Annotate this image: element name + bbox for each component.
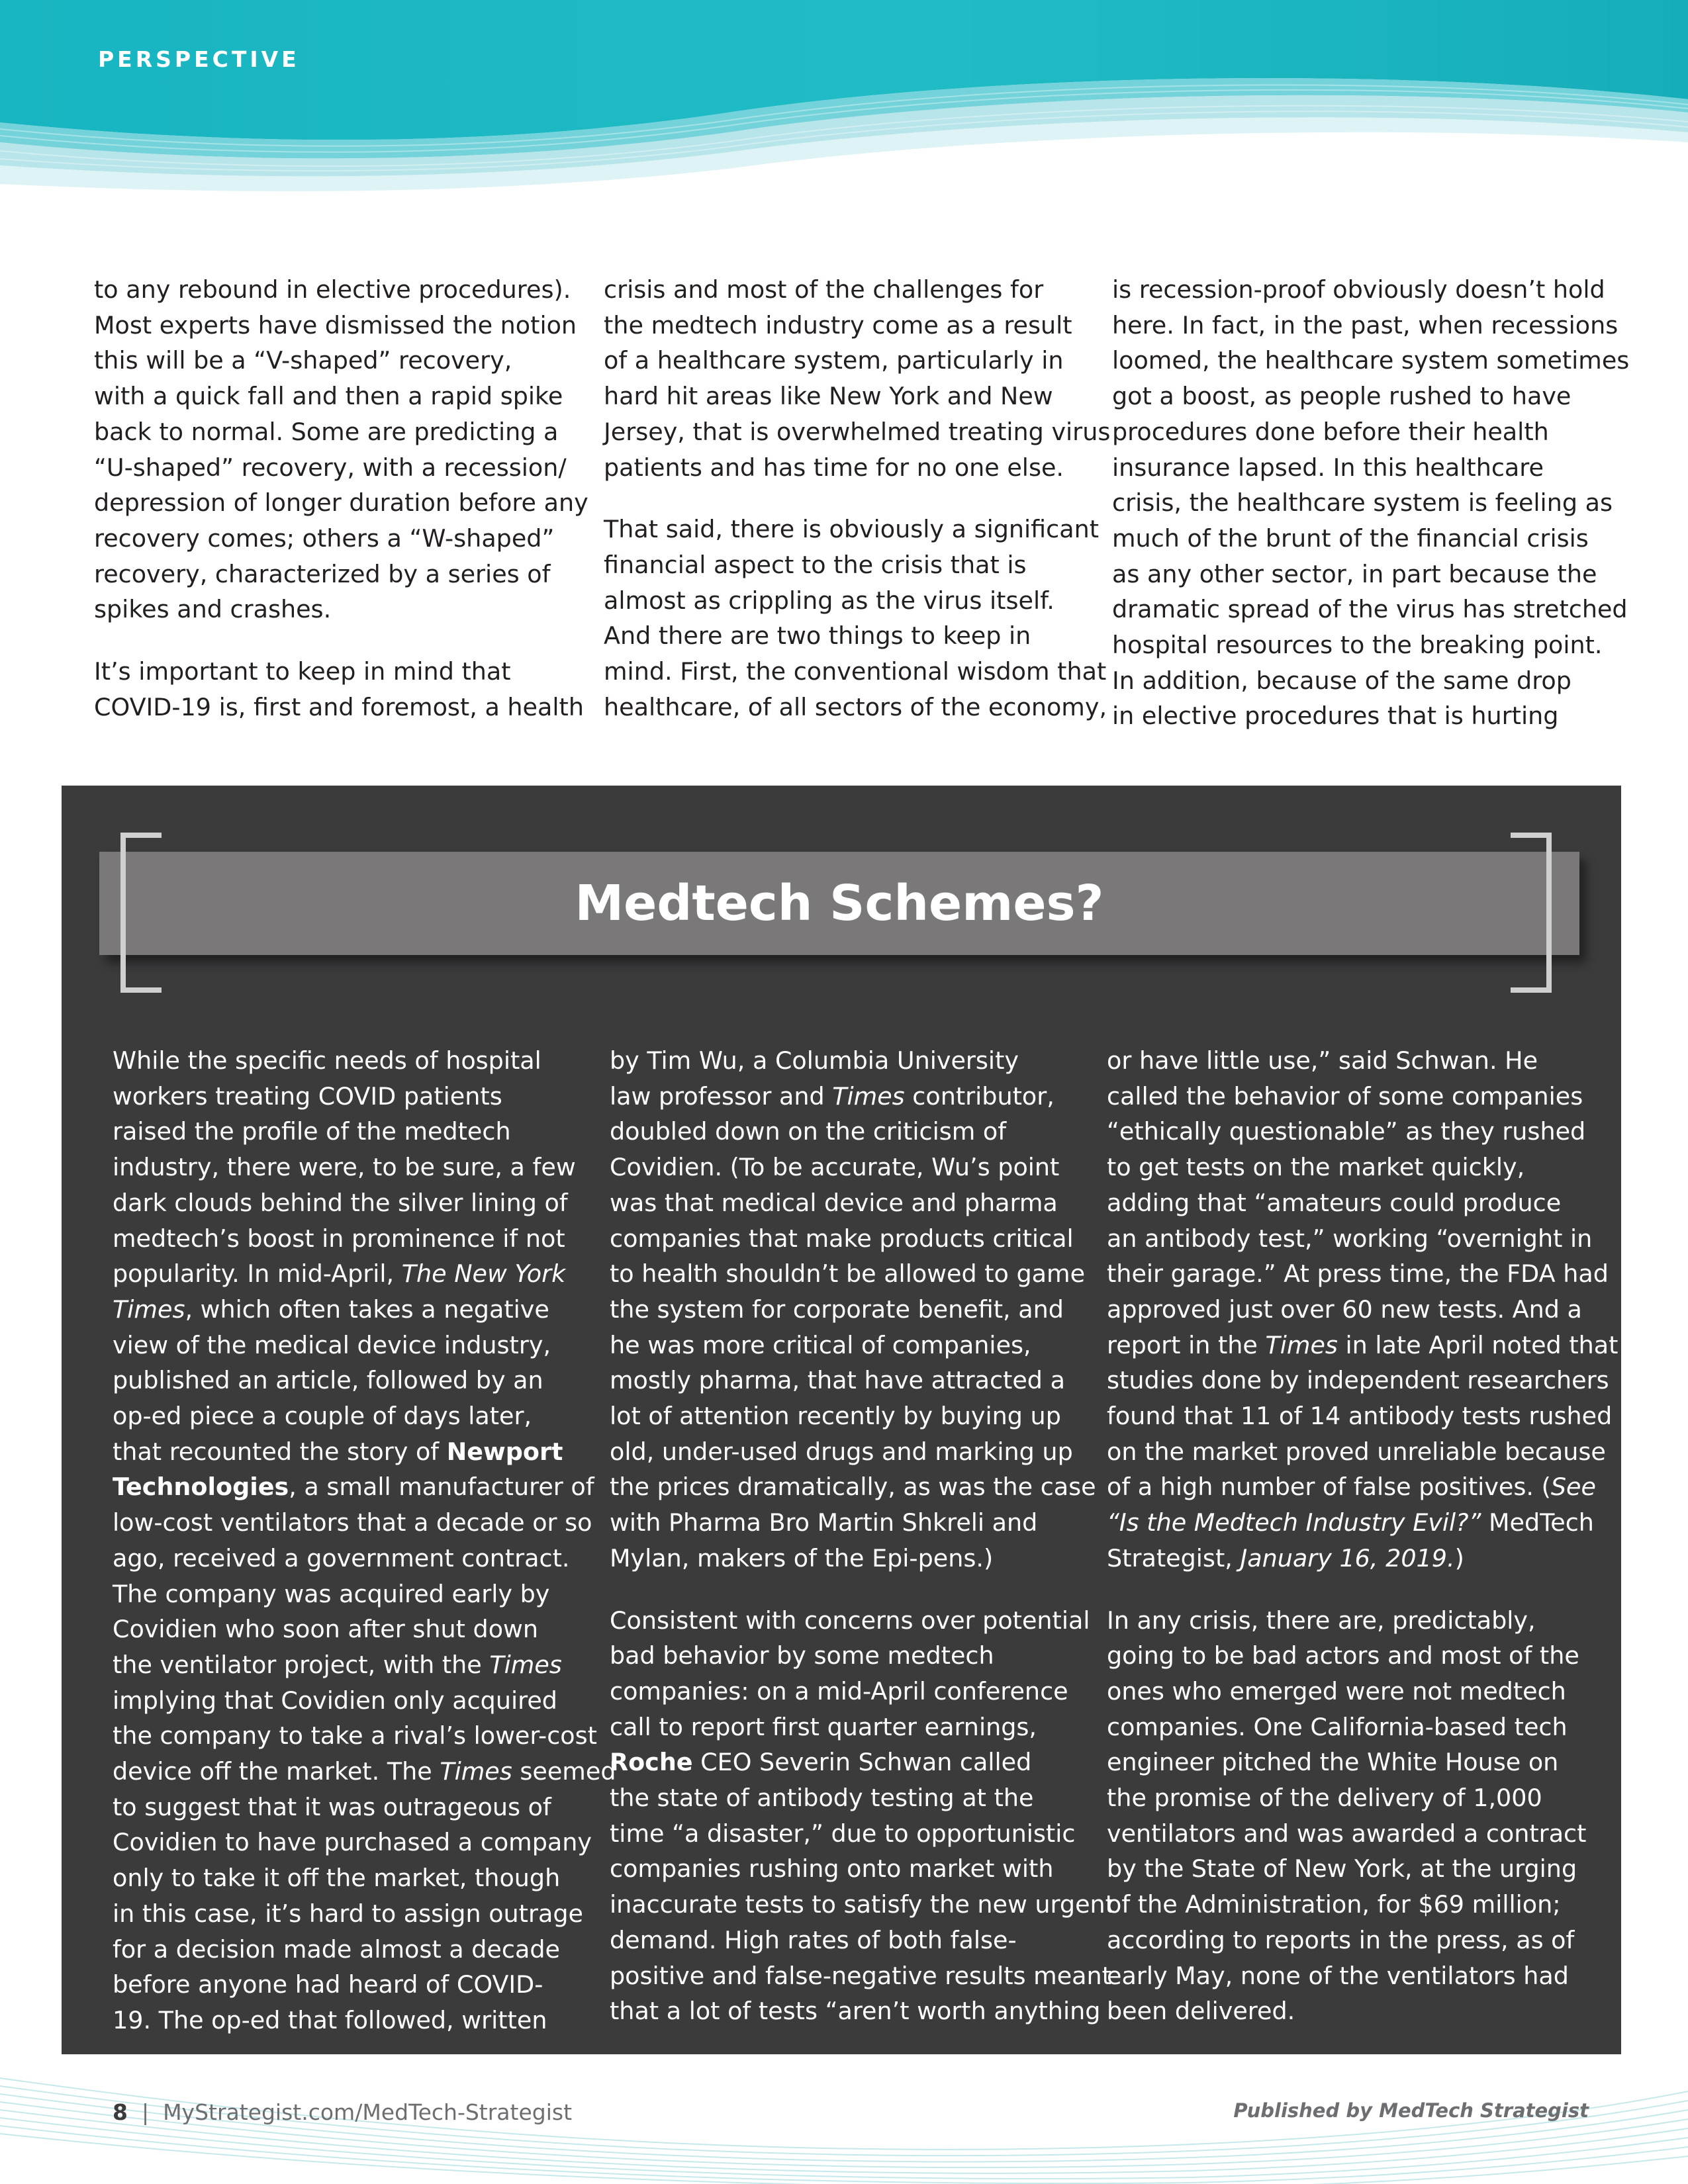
italic-run: The New York (401, 1259, 566, 1289)
text-line: hard hit areas like New York and New (604, 382, 1053, 411)
text-line: Mylan, makers of the Epi-pens.) (610, 1543, 994, 1572)
text-line: adding that “amateurs could produce (1107, 1188, 1562, 1217)
text-line: he was more critical of companies, (610, 1330, 1031, 1359)
text-line: recovery, characterized by a series of (94, 559, 551, 588)
sidebar-title: Medtech Schemes? (575, 875, 1104, 932)
text-line: Covidien to have purchased a company (113, 1828, 592, 1857)
text-line: spikes and crashes. (94, 595, 332, 624)
text-line: to health shouldn’t be allowed to game (610, 1259, 1086, 1289)
text-line: bad behavior by some medtech (610, 1641, 994, 1670)
text-line: as any other sector, in part because the (1112, 559, 1597, 588)
text-run: contributor, (904, 1081, 1055, 1111)
text-line: for a decision made almost a decade (113, 1934, 560, 1964)
footer-url-link[interactable]: MyStrategist.com/MedTech-Strategist (163, 2099, 573, 2125)
italic-run: Times (113, 1295, 185, 1324)
text-line: on the market proved unreliable because (1107, 1437, 1606, 1466)
text-line: before anyone had heard of COVID- (113, 1970, 543, 1999)
text-line: companies. One California-based tech (1107, 1712, 1568, 1741)
text-line: crisis, the healthcare system is feeling as (1112, 488, 1613, 518)
footer-publisher: Published by MedTech Strategist (1233, 2099, 1589, 2122)
text-line: to get tests on the market quickly, (1107, 1153, 1525, 1182)
text-line: published an article, followed by an (113, 1366, 543, 1395)
text-line (113, 1469, 594, 1505)
sidebar-column-2 (610, 1043, 1115, 2056)
text-line: 19. The op-ed that followed, written (113, 2005, 547, 2034)
paragraph (610, 1603, 1115, 2029)
text-line: implying that Covidien only acquired (113, 1686, 557, 1715)
header-wave-band (0, 0, 1688, 199)
text-run: law professor and (610, 1081, 833, 1111)
text-run: report in the (1107, 1330, 1266, 1359)
text-line: financial aspect to the crisis that is (604, 550, 1027, 579)
text-line: or have little use,” said Schwan. He (1107, 1046, 1538, 1075)
text-run: device off the market. The (113, 1757, 440, 1786)
footer-left (113, 2099, 572, 2125)
text-line (1107, 1328, 1618, 1363)
text-line (113, 1434, 589, 1470)
text-line: companies: on a mid-April conference (610, 1676, 1068, 1706)
text-line: back to normal. Some are predicting a (94, 417, 559, 446)
text-line: was that medical device and pharma (610, 1188, 1058, 1217)
text-line: COVID-19 is, first and foremost, a health (94, 692, 584, 721)
text-line: been delivered. (1107, 1997, 1295, 2026)
text-line (113, 1647, 589, 1683)
text-line: ago, received a government contract. (113, 1543, 570, 1572)
italic-run: January 16, 2019. (1240, 1543, 1455, 1572)
text-line: of a healthcare system, particularly in (604, 346, 1064, 375)
text-run: CEO Severin Schwan called (692, 1748, 1032, 1777)
italic-run: Times (1265, 1330, 1338, 1359)
text-line: inaccurate tests to satisfy the new urgent (610, 1890, 1115, 1919)
text-line: of the Administration, for $69 million; (1107, 1890, 1561, 1919)
text-line: only to take it off the market, though (113, 1864, 561, 1893)
text-line: low-cost ventilators that a decade or so (113, 1508, 592, 1537)
text-line: time “a disaster,” due to opportunistic (610, 1819, 1076, 1848)
text-line: mind. First, the conventional wisdom that (604, 657, 1107, 686)
text-line: the company to take a rival’s lower-cost (113, 1721, 597, 1751)
text-line: Covidien who soon after shut down (113, 1615, 539, 1644)
text-line: with a quick fall and then a rapid spike (94, 382, 563, 411)
text-line: the system for corporate benefit, and (610, 1295, 1064, 1324)
text-line: depression of longer duration before any (94, 488, 588, 518)
text-line: Jersey, that is overwhelmed treating virus (604, 417, 1111, 446)
text-line: an antibody test,” working “overnight in (1107, 1224, 1593, 1253)
page-number: 8 (113, 2099, 128, 2125)
text-line: doubled down on the criticism of (610, 1117, 1007, 1146)
text-run: in late April noted that (1337, 1330, 1618, 1359)
text-line: this will be a “V-shaped” recovery, (94, 346, 512, 375)
bold-run: Newport (446, 1437, 563, 1466)
article-column-3 (1112, 272, 1630, 760)
bold-run: Technologies (113, 1473, 289, 1502)
text-line: And there are two things to keep in (604, 621, 1031, 651)
text-line: ventilators and was awarded a contract (1107, 1819, 1587, 1848)
italic-run: See (1550, 1473, 1596, 1502)
footer-separator: | (141, 2099, 150, 2125)
bold-run: Roche (610, 1748, 693, 1777)
text-line (113, 1292, 589, 1328)
text-line: recovery comes; others a “W-shaped” (94, 523, 555, 553)
text-line (113, 1256, 589, 1292)
text-line: old, under-used drugs and marking up (610, 1437, 1073, 1466)
text-line: early May, none of the ventilators had (1107, 1961, 1569, 1990)
paragraph (113, 1043, 616, 2038)
text-line: the medtech industry come as a result (604, 310, 1072, 340)
text-line: loomed, the healthcare system sometimes (1112, 346, 1630, 375)
text-line: their garage.” At press time, the FDA had (1107, 1259, 1609, 1289)
text-line: much of the brunt of the financial crisis (1112, 523, 1589, 553)
text-line: industry, there were, to be sure, a few (113, 1153, 576, 1182)
text-line: raised the profile of the medtech (113, 1117, 511, 1146)
text-line: the prices dramatically, as was the case (610, 1473, 1096, 1502)
article-column-1 (94, 272, 588, 751)
text-run: of a high number of false positives. ( (1107, 1473, 1551, 1502)
text-line: That said, there is obviously a significant (604, 515, 1100, 544)
italic-run: Times (440, 1757, 512, 1786)
text-line: “U-shaped” recovery, with a recession/ (94, 453, 567, 482)
text-run: seemed (512, 1757, 616, 1786)
text-line: positive and false-negative results meant (610, 1961, 1111, 1990)
paragraph (610, 1043, 1096, 1576)
text-line: in elective procedures that is hurting (1112, 702, 1559, 731)
text-line: according to reports in the press, as of (1107, 1925, 1575, 1954)
text-line: the state of antibody testing at the (610, 1784, 1034, 1813)
text-run: , a small manufacturer of (289, 1473, 594, 1502)
text-line: procedures done before their health (1112, 417, 1549, 446)
text-line: Consistent with concerns over potential (610, 1606, 1090, 1635)
paragraph (1107, 1043, 1618, 1576)
text-line: Most experts have dismissed the notion (94, 310, 577, 340)
italic-run: Times (489, 1650, 562, 1679)
text-line: medtech’s boost in prominence if not (113, 1224, 565, 1253)
text-line (610, 1745, 1086, 1780)
text-line: to suggest that it was outrageous of (113, 1792, 551, 1821)
text-line: mostly pharma, that have attracted a (610, 1366, 1065, 1395)
text-line: workers treating COVID patients (113, 1081, 502, 1111)
text-line: demand. High rates of both false- (610, 1925, 1017, 1954)
text-line (1107, 1541, 1583, 1576)
article-column-2 (604, 272, 1111, 751)
text-line: call to report first quarter earnings, (610, 1712, 1037, 1741)
text-line: In addition, because of the same drop (1112, 666, 1571, 695)
text-run: the ventilator project, with the (113, 1650, 490, 1679)
paragraph (604, 512, 1107, 725)
paragraph (94, 654, 584, 725)
text-line: by the State of New York, at the urging (1107, 1854, 1577, 1884)
text-line: called the behavior of some companies (1107, 1081, 1583, 1111)
text-line: view of the medical device industry, (113, 1330, 551, 1359)
italic-run: “Is the Medtech Industry Evil?” (1107, 1508, 1481, 1537)
paragraph (1112, 272, 1630, 734)
text-line: hospital resources to the breaking point. (1112, 631, 1603, 660)
text-line (1107, 1469, 1596, 1505)
text-line: healthcare, of all sectors of the economy, (604, 692, 1107, 721)
text-line: dramatic spread of the virus has stretched (1112, 595, 1628, 624)
text-line: lot of attention recently by buying up (610, 1402, 1061, 1431)
text-line: companies rushing onto market with (610, 1854, 1054, 1884)
text-line: with Pharma Bro Martin Shkreli and (610, 1508, 1038, 1537)
text-line (1107, 1505, 1594, 1541)
text-line (610, 1079, 1086, 1115)
text-run: popularity. In mid-April, (113, 1259, 402, 1289)
sidebar-column-1 (113, 1043, 616, 2065)
text-line: insurance lapsed. In this healthcare (1112, 453, 1544, 482)
text-line: going to be bad actors and most of the (1107, 1641, 1579, 1670)
text-line: engineer pitched the White House on (1107, 1748, 1559, 1777)
text-run: ) (1454, 1543, 1464, 1572)
text-line: It’s important to keep in mind that (94, 657, 511, 686)
paragraph (1107, 1603, 1587, 2029)
text-line: approved just over 60 new tests. And a (1107, 1295, 1582, 1324)
text-line: the promise of the delivery of 1,000 (1107, 1784, 1542, 1813)
text-line: found that 11 of 14 antibody tests rushed (1107, 1402, 1613, 1431)
paragraph (94, 272, 588, 627)
paragraph (604, 272, 1111, 485)
section-label: PERSPECTIVE (98, 46, 300, 72)
text-line: crisis and most of the challenges for (604, 275, 1044, 304)
text-line: patients and has time for no one else. (604, 453, 1064, 482)
sidebar-column-3 (1107, 1043, 1618, 2056)
text-line: by Tim Wu, a Columbia University (610, 1046, 1019, 1075)
text-line: here. In fact, in the past, when recessions (1112, 310, 1618, 340)
text-line: companies that make products critical (610, 1224, 1074, 1253)
text-line: ones who emerged were not medtech (1107, 1676, 1566, 1706)
text-line: that a lot of tests “aren’t worth anything (610, 1997, 1101, 2026)
text-line: While the specific needs of hospital (113, 1046, 541, 1075)
text-line: is recession-proof obviously doesn’t hold (1112, 275, 1605, 304)
text-run: Strategist, (1107, 1543, 1241, 1572)
text-line: “ethically questionable” as they rushed (1107, 1117, 1586, 1146)
text-line: op-ed piece a couple of days later, (113, 1402, 532, 1431)
text-line: in this case, it’s hard to assign outrage (113, 1899, 583, 1928)
text-line: to any rebound in elective procedures). (94, 275, 571, 304)
text-line (113, 1754, 616, 1790)
text-line: studies done by independent researchers (1107, 1366, 1609, 1395)
text-line: In any crisis, there are, predictably, (1107, 1606, 1536, 1635)
italic-run: Times (832, 1081, 905, 1111)
text-run: MedTech (1481, 1508, 1594, 1537)
text-run: that recounted the story of (113, 1437, 447, 1466)
text-line: dark clouds behind the silver lining of (113, 1188, 568, 1217)
text-line: almost as crippling as the virus itself. (604, 586, 1055, 615)
text-line: The company was acquired early by (113, 1579, 550, 1608)
text-line: Covidien. (To be accurate, Wu’s point (610, 1153, 1060, 1182)
text-run: , which often takes a negative (185, 1295, 549, 1324)
text-line: got a boost, as people rushed to have (1112, 382, 1571, 411)
